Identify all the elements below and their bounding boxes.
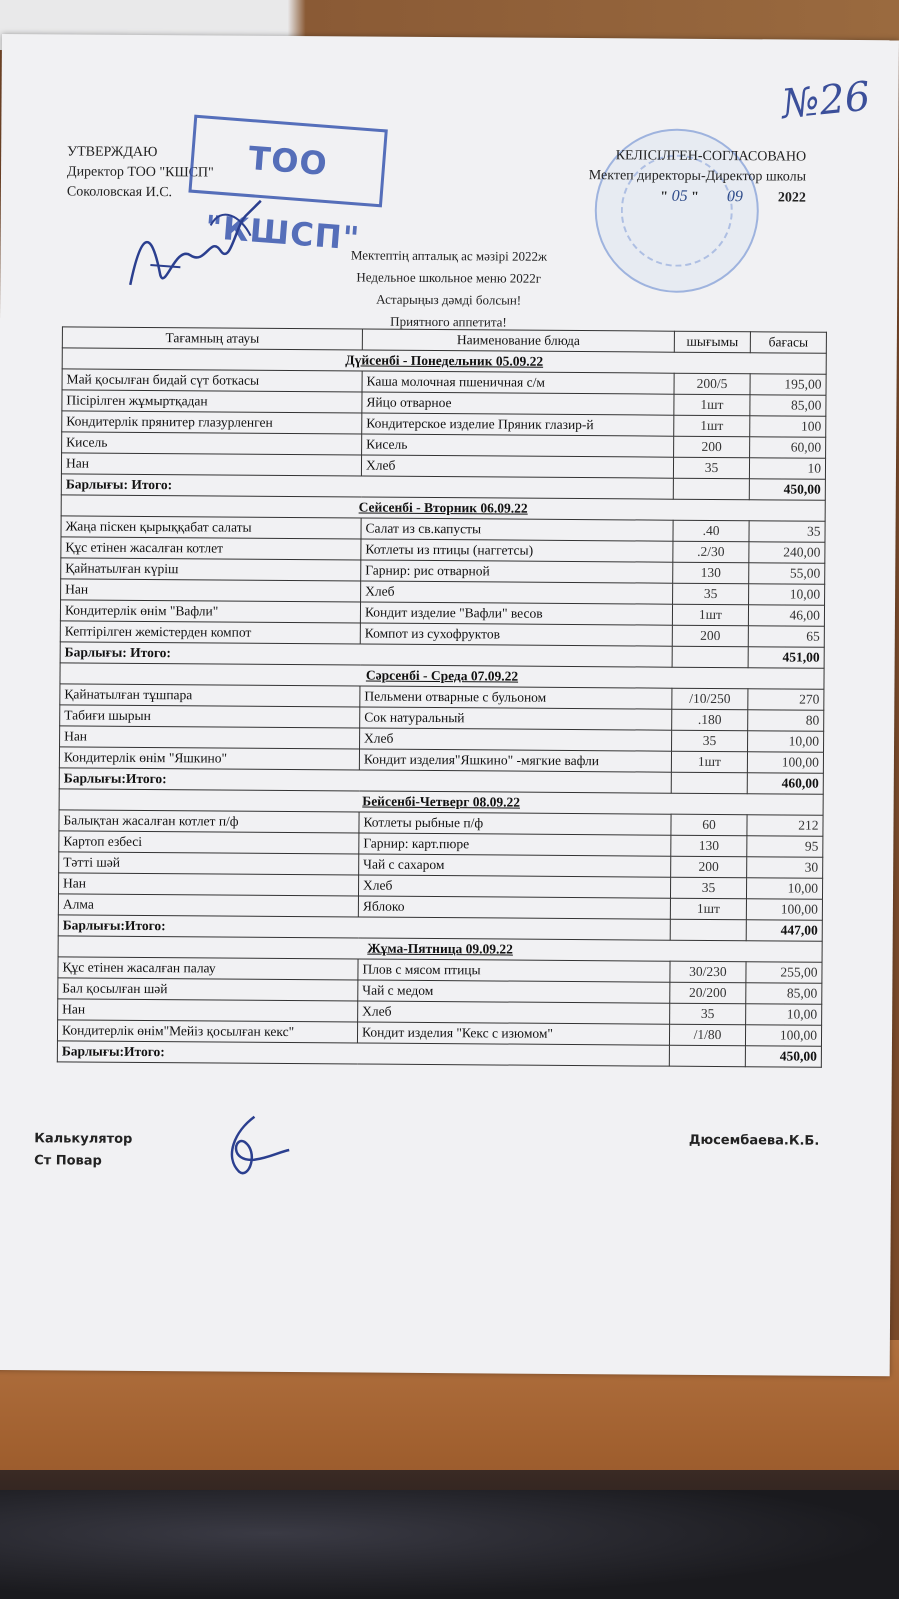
dish-yield: 1шт: [671, 751, 747, 773]
dish-price: 100,00: [746, 899, 822, 921]
dish-yield: 35: [673, 583, 749, 605]
dish-price: 46,00: [748, 605, 824, 627]
dish-yield: 200/5: [674, 373, 750, 395]
dish-price: 10,00: [746, 878, 822, 900]
dish-russian-name: Гарнир: рис отварной: [361, 560, 673, 583]
header-kazakh-name: Тағамның атауы: [62, 327, 362, 350]
dish-yield: 200: [671, 856, 747, 878]
dish-yield: 1шт: [672, 604, 748, 626]
total-empty-cell: [672, 646, 748, 668]
total-value: 447,00: [746, 920, 822, 942]
cook-name: Дюсембаева.К.Б.: [688, 1132, 820, 1149]
weekly-menu-table: [57, 326, 827, 1067]
header-price: бағасы: [750, 332, 826, 354]
dish-price: 10,00: [749, 584, 825, 606]
dish-yield: 130: [673, 562, 749, 584]
dish-russian-name: Компот из сухофруктов: [360, 623, 672, 646]
header-russian-name: Наименование блюда: [362, 329, 674, 352]
title-wish-russian: Приятного аппетита!: [390, 313, 507, 330]
menu-body: [57, 348, 826, 1067]
title-wish-kazakh: Астарыңыз дәмді болсын!: [376, 291, 522, 308]
day-title: Сәрсенбі - Среда 07.09.22: [60, 663, 824, 689]
dish-yield: 200: [674, 436, 750, 458]
dish-kazakh-name: Кондитерлік өнім"Мейіз қосылған кекс": [57, 1020, 357, 1043]
dish-price: 85,00: [746, 983, 822, 1005]
dish-russian-name: Хлеб: [361, 581, 673, 604]
date-month: 09: [726, 188, 743, 206]
day-title: Сейсенбі - Вторник 06.09.22: [61, 495, 825, 521]
dish-russian-name: Сок натуральный: [360, 707, 672, 730]
total-empty-cell: [673, 478, 749, 500]
dish-price: 10,00: [748, 731, 824, 753]
dish-price: 100,00: [747, 752, 823, 774]
agree-position: Мектеп директоры-Директор школы: [588, 168, 807, 185]
dish-kazakh-name: Құс етінен жасалған котлет: [61, 537, 361, 560]
dish-price: 100: [750, 416, 826, 438]
dish-kazakh-name: Қайнатылған тұшпара: [60, 684, 360, 707]
total-value: 450,00: [745, 1046, 821, 1068]
dish-kazakh-name: Нан: [58, 873, 358, 896]
total-label: Барлығы: Итого:: [60, 642, 672, 667]
dish-kazakh-name: Пісірілген жұмыртқадан: [62, 390, 362, 413]
dish-kazakh-name: Құс етінен жасалған палау: [58, 957, 358, 980]
dish-yield: 1шт: [674, 394, 750, 416]
dish-russian-name: Кондитерское изделие Пряник глазир-й: [362, 413, 674, 436]
dish-kazakh-name: Кондитерлік өнім "Вафли": [60, 600, 360, 623]
dish-kazakh-name: Нан: [58, 999, 358, 1022]
dish-yield: .40: [673, 520, 749, 542]
dish-russian-name: Котлеты рыбные п/ф: [359, 812, 671, 835]
footer-roles: [34, 1128, 132, 1173]
menu-titles: [0, 242, 898, 336]
total-empty-cell: [669, 1045, 745, 1067]
title-russian: Недельное школьное меню 2022г: [356, 269, 542, 286]
agree-block: [589, 146, 807, 209]
dish-yield: .180: [672, 709, 748, 731]
dish-price: 100,00: [745, 1025, 821, 1047]
dish-russian-name: Котлеты из птицы (наггетсы): [361, 539, 673, 562]
dish-kazakh-name: Жаңа піскен қырыққабат салаты: [61, 516, 361, 539]
title-kazakh: Мектептің апталық ас мәзірі 2022ж: [350, 247, 548, 264]
dish-russian-name: Хлеб: [361, 455, 673, 478]
dish-russian-name: Яйцо отварное: [362, 392, 674, 415]
dish-yield: 1шт: [674, 415, 750, 437]
dish-price: 80: [748, 710, 824, 732]
day-total-row: [57, 1041, 821, 1067]
dish-price: 35: [749, 521, 825, 543]
menu-sheet: [0, 34, 899, 1376]
approve-position: Директор ТОО "КШСП": [66, 164, 214, 181]
total-label: Барлығы:Итого:: [57, 1041, 669, 1066]
dish-price: 10: [749, 458, 825, 480]
dish-yield: 35: [672, 730, 748, 752]
dish-kazakh-name: Балықтан жасалған котлет п/ф: [59, 810, 359, 833]
cook-label: Ст Повар: [34, 1153, 102, 1169]
page-number: №26: [779, 73, 873, 128]
dish-kazakh-name: Бал қосылған шәй: [58, 978, 358, 1001]
dish-price: 270: [748, 689, 824, 711]
dish-price: 85,00: [750, 395, 826, 417]
dish-russian-name: Хлеб: [358, 1001, 670, 1024]
dish-kazakh-name: Кондитерлік өнім "Яшкино": [59, 747, 359, 770]
agree-title: КЕЛІСІЛГЕН-СОГЛАСОВАНО: [615, 148, 807, 165]
dish-kazakh-name: Тәтті шәй: [59, 852, 359, 875]
dish-yield: /10/250: [672, 688, 748, 710]
total-value: 451,00: [748, 647, 824, 669]
day-title: Бейсенбі-Четверг 08.09.22: [59, 789, 823, 815]
total-empty-cell: [671, 772, 747, 794]
agree-date: " 05 " 09 2022: [660, 187, 806, 206]
dish-yield: 35: [670, 877, 746, 899]
dish-yield: 35: [670, 1003, 746, 1025]
dish-kazakh-name: Кисель: [62, 432, 362, 455]
dish-russian-name: Каша молочная пшеничная с/м: [362, 371, 674, 394]
dish-yield: 130: [671, 835, 747, 857]
total-value: 450,00: [749, 479, 825, 501]
dish-kazakh-name: Қайнатылған күріш: [61, 558, 361, 581]
dish-yield: 200: [672, 625, 748, 647]
approve-name: Соколовская И.С.: [66, 184, 173, 201]
dish-kazakh-name: Кептірілген жемістерден компот: [60, 621, 360, 644]
calculator-label: Калькулятор: [34, 1131, 133, 1147]
dish-russian-name: Чай с медом: [358, 980, 670, 1003]
dish-price: 55,00: [749, 563, 825, 585]
dish-yield: 60: [671, 814, 747, 836]
dish-russian-name: Плов с мясом птицы: [358, 959, 670, 982]
dish-kazakh-name: Нан: [61, 453, 361, 476]
dish-price: 10,00: [746, 1004, 822, 1026]
dish-price: 95: [747, 836, 823, 858]
dish-price: 255,00: [746, 962, 822, 984]
total-label: Барлығы:Итого:: [59, 768, 671, 793]
total-value: 460,00: [747, 773, 823, 795]
dish-russian-name: Хлеб: [358, 875, 670, 898]
dish-russian-name: Чай с сахаром: [359, 854, 671, 877]
dish-kazakh-name: Алма: [58, 894, 358, 917]
dish-price: 30: [747, 857, 823, 879]
dish-russian-name: Хлеб: [360, 728, 672, 751]
cook-signature: [214, 1112, 294, 1183]
dish-yield: 35: [673, 457, 749, 479]
dish-russian-name: Гарнир: карт.пюре: [359, 833, 671, 856]
fabric-background: [0, 1490, 899, 1599]
dish-yield: 30/230: [670, 961, 746, 983]
dish-russian-name: Яблоко: [358, 896, 670, 919]
total-label: Барлығы: Итого:: [61, 474, 673, 499]
dish-kazakh-name: Кондитерлік прянитер глазурленген: [62, 411, 362, 434]
dish-russian-name: Кондит изделия "Кекс с изюмом": [357, 1022, 669, 1045]
dish-kazakh-name: Картоп езбесі: [59, 831, 359, 854]
dish-kazakh-name: Табиғи шырын: [60, 705, 360, 728]
dish-kazakh-name: Нан: [61, 579, 361, 602]
date-day: 05: [671, 187, 688, 205]
dish-kazakh-name: Май қосылған бидай сүт боткасы: [62, 369, 362, 392]
company-stamp: ТОО "КШСП": [188, 115, 387, 208]
total-empty-cell: [670, 919, 746, 941]
dish-price: 212: [747, 815, 823, 837]
dish-russian-name: Кисель: [362, 434, 674, 457]
total-label: Барлығы:Итого:: [58, 915, 670, 940]
dish-russian-name: Пельмени отварные с бульоном: [360, 686, 672, 709]
day-title: Жұма-Пятница 09.09.22: [58, 936, 822, 962]
dish-russian-name: Кондит изделие "Вафли" весов: [360, 602, 672, 625]
dish-price: 65: [748, 626, 824, 648]
header-yield: шығымы: [674, 331, 750, 353]
dish-russian-name: Кондит изделия"Яшкино" -мягкие вафли: [359, 749, 671, 772]
approve-title: УТВЕРЖДАЮ: [67, 144, 158, 161]
dish-yield: 1шт: [670, 898, 746, 920]
dish-price: 240,00: [749, 542, 825, 564]
dish-russian-name: Салат из св.капусты: [361, 518, 673, 541]
dish-yield: 20/200: [670, 982, 746, 1004]
date-year: 2022: [777, 190, 806, 206]
day-title: Дүйсенбі - Понедельник 05.09.22: [62, 348, 826, 374]
dish-price: 195,00: [750, 374, 826, 396]
dish-yield: /1/80: [669, 1024, 745, 1046]
dish-price: 60,00: [750, 437, 826, 459]
dish-kazakh-name: Нан: [60, 726, 360, 749]
dish-yield: .2/30: [673, 541, 749, 563]
